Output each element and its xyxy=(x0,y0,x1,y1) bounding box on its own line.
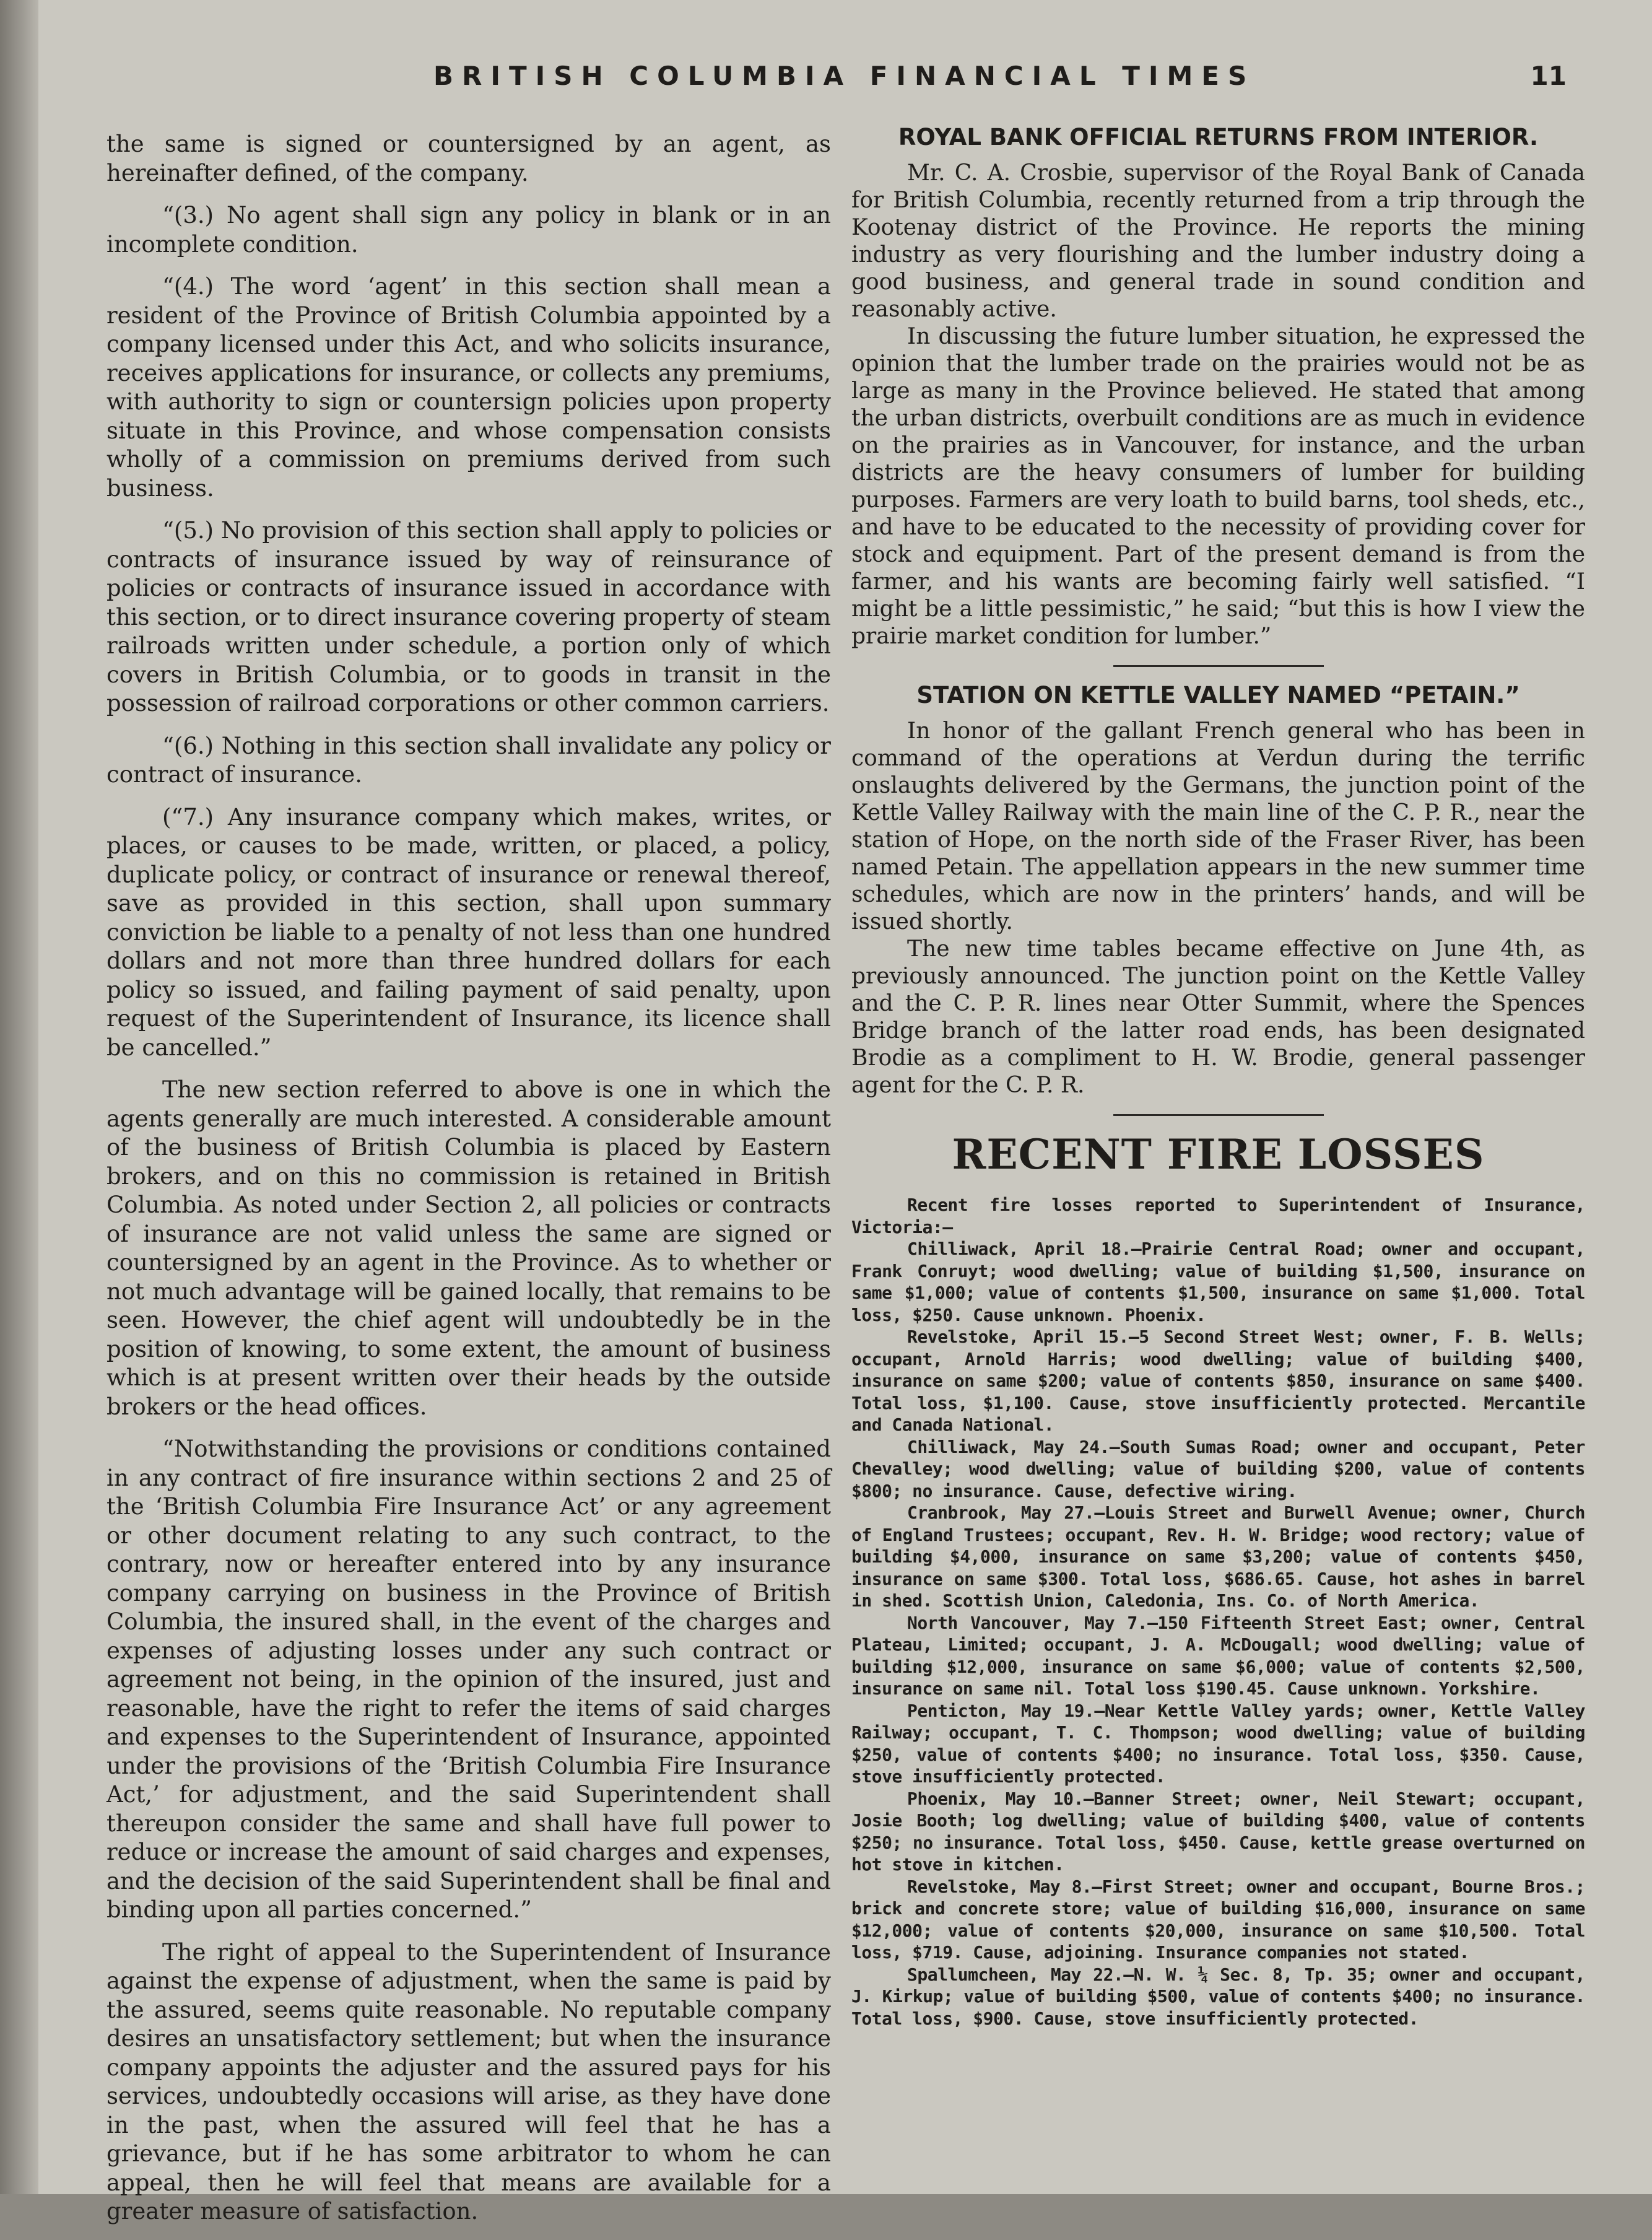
binding-gutter xyxy=(0,0,38,2194)
royal-bank-article xyxy=(851,124,1585,650)
fire-loss-entry: Revelstoke, April 15.—5 Second Street West; owner, F. B. Wells; occupant, Arnold Harris; wood dwelling; value of building $400, insurance on same $200; value of contents $850, insurance on same $400. Total loss, $1,100. Cause, stove insufficiently protected. Mercantile and Canada National. xyxy=(851,1327,1585,1435)
paragraph: “(5.) No provision of this section shall apply to policies or contracts of insurance issued by way of reinsurance of policies or contracts of insurance issued in accordance with this section, or to direct insurance covering property of steam railroads written under schedule, a portion only of which covers in British Columbia, or to goods in transit in the possession of railroad corporations or other common carriers. xyxy=(107,517,831,717)
paragraph: “(4.) The word ‘agent’ in this section shall mean a resident of the Province of British Columbia appointed by a company licensed under this Act, and who solicits insurance, receives applications for insurance, or collects any premiums, with authority to sign or countersign policies upon property situate in this Province, and whose compensation consists wholly of a commission on premiums derived from such business. xyxy=(107,273,831,502)
right-column xyxy=(851,124,1585,2029)
paragraph: In discussing the future lumber situation, he expressed the opinion that the lumber trade on the prairies would not be as large as many in the Province believed. He stated that among the urban districts, overbuilt conditions are as much in evidence on the prairies as in Vancouver, for instance, and the urban districts are the heavy consumers of lumber for building purposes. Farmers are very loath to build barns, tool sheds, etc., and have to be educated to the necessity of providing cover for stock and equipment. Part of the present demand is from the farmer, and his wants are becoming fairly well satisfied. “I might be a little pessimistic,” he said; “but this is how I view the prairie market condition for lumber.” xyxy=(851,324,1585,649)
fire-loss-entry: Penticton, May 19.—Near Kettle Valley yards; owner, Kettle Valley Railway; occupant, T. C. Thompson; wood dwelling; value of building $250, value of contents $400; no insurance. Total loss, $350. Cause, stove insufficiently protected. xyxy=(851,1700,1585,1787)
paragraph: Mr. C. A. Crosbie, supervisor of the Royal Bank of Canada for British Columbia, recently returned from a trip through the Kootenay district of the Province. He reports the mining industry as very flourishing and the lumber industry doing a good business, and general trade in sound condition and reasonably active. xyxy=(851,160,1585,322)
paragraph: “(6.) Nothing in this section shall invalidate any policy or contract of insurance. xyxy=(107,732,831,788)
paragraph: the same is signed or countersigned by an agent, as hereinafter defined, of the company. xyxy=(107,131,831,186)
paragraph: The new time tables became effective on June 4th, as previously announced. The junction point on the Kettle Valley and the C. P. R. lines near Otter Summit, where the Spences Bridge branch of the latter road ends, has been designated Brodie as a compliment to H. W. Brodie, general passenger agent for the C. P. R. xyxy=(851,936,1585,1098)
divider xyxy=(1113,665,1324,667)
fire-losses-article xyxy=(851,1131,1585,2029)
paragraph: “(3.) No agent shall sign any policy in blank or in an incomplete condition. xyxy=(107,202,831,258)
section-heading: RECENT FIRE LOSSES xyxy=(952,1130,1485,1179)
left-column xyxy=(107,130,831,2240)
divider xyxy=(1113,1114,1324,1116)
fire-loss-entry: Spallumcheen, May 22.—N. W. ¼ Sec. 8, Tp. 35; owner and occupant, J. Kirkup; value of building $500, value of contents $400; no insurance. Total loss, $900. Cause, stove insufficiently protected. xyxy=(851,1964,1585,2029)
paragraph: The new section referred to above is one in which the agents generally are much interested. A considerable amount of the business of British Columbia is placed by Eastern brokers, and on this no commission is retained in British Columbia. As noted under Section 2, all policies or contracts of insurance are not valid unless the same are signed or countersigned by an agent in the Province. As to whether or not much advantage will be gained locally, that remains to be seen. However, the chief agent will undoubtedly be in the position of knowing, to some extent, the amount of business which is at present written over their heads by the outside brokers or the head offices. xyxy=(107,1076,831,1420)
fire-loss-entry: Revelstoke, May 8.—First Street; owner and occupant, Bourne Bros.; brick and concrete store; value of building $16,000, insurance on same $12,000; value of contents $20,000, insurance on same $10,500. Total loss, $719. Cause, adjoining. Insurance companies not stated. xyxy=(851,1876,1585,1963)
fire-loss-entry: North Vancouver, May 7.—150 Fifteenth Street East; owner, Central Plateau, Limited; occupant, J. A. McDougall; wood dwelling; value of building $12,000, insurance on same $6,000; value of contents $2,500, insurance on same nil. Total loss $190.45. Cause unknown. Yorkshire. xyxy=(851,1612,1585,1699)
paragraph: “Notwithstanding the provisions or conditions contained in any contract of fire insurance within sections 2 and 25 of the ‘British Columbia Fire Insurance Act’ or any agreement or other document relating to any such contract, to the contrary, now or hereafter entered into by any insurance company carrying on business in the Province of British Columbia, the insured shall, in the event of the charges and expenses of adjusting losses under any such contract or agreement not being, in the opinion of the insured, just and reasonable, have the right to refer the items of said charges and expenses to the Superintendent of Insurance, appointed under the provisions of the ‘British Columbia Fire Insurance Act,’ for adjustment, and the said Superintendent shall thereupon consider the same and shall have full power to reduce or increase the amount of said charges and expenses, and the decision of the said Superintendent shall be final and binding upon all parties concerned.” xyxy=(107,1436,831,1923)
paragraph: (“7.) Any insurance company which makes, writes, or places, or causes to be made, written, or placed, a policy, duplicate policy, or contract of insurance or renewal thereof, save as provided in this section, shall upon summary conviction be liable to a penalty of not less than one hundred dollars and not more than three hundred dollars for each policy so issued, and failing payment of said penalty, upon request of the Superintendent of Insurance, its licence shall be cancelled.” xyxy=(107,803,831,1061)
article-heading: ROYAL BANK OFFICIAL RETURNS FROM INTERIOR. xyxy=(898,124,1539,150)
fire-loss-entry: Recent fire losses reported to Superintendent of Insurance, Victoria:— xyxy=(851,1195,1585,1237)
paragraph: In honor of the gallant French general who has been in command of the operations at Verdun during the terrific onslaughts delivered by the Germans, the junction point of the Kettle Valley Railway with the main line of the C. P. R., near the station of Hope, on the north side of the Fraser River, has been named Petain. The appellation appears in the new summer time schedules, which are now in the printers’ hands, and will be issued shortly. xyxy=(851,718,1585,935)
page-number: 11 xyxy=(1530,61,1567,91)
fire-loss-entry: Phoenix, May 10.—Banner Street; owner, Neil Stewart; occupant, Josie Booth; log dwelling; value of building $400, value of contents $250; no insurance. Total loss, $450. Cause, kettle grease overturned on hot stove in kitchen. xyxy=(851,1788,1585,1875)
page-header xyxy=(433,61,1610,98)
kettle-valley-article xyxy=(851,682,1585,1099)
publication-title: BRITISH COLUMBIA FINANCIAL TIMES xyxy=(433,61,1256,91)
fire-loss-entry: Cranbrook, May 27.—Louis Street and Burwell Avenue; owner, Church of England Trustees; occupant, Rev. H. W. Bridge; wood rectory; value of building $4,000, insurance on same $3,200; value of contents $450, insurance on same $300. Total loss, $686.65. Cause, hot ashes in barrel in shed. Scottish Union, Caledonia, Ins. Co. of North America. xyxy=(851,1502,1585,1611)
fire-loss-entry: Chilliwack, May 24.—South Sumas Road; owner and occupant, Peter Chevalley; wood dwelling; value of building $200, value of contents $800; no insurance. Cause, defective wiring. xyxy=(851,1436,1585,1501)
paragraph: The right of appeal to the Superintendent of Insurance against the expense of adjustment, when the same is paid by the assured, seems quite reasonable. No reputable company desires an unsatisfactory settlement; but when the insurance company appoints the adjuster and the assured pays for his services, undoubtedly occasions will arise, as they have done in the past, when the assured will feel that he has a grievance, but if he has some arbitrator to whom he can appeal, then he will feel that means are available for a greater measure of satisfaction. xyxy=(107,1938,831,2225)
fire-loss-entry: Chilliwack, April 18.—Prairie Central Road; owner and occupant, Frank Conruyt; wood dwelling; value of building $1,500, insurance on same $1,000; value of contents $1,500, insurance on same $1,000. Total loss, $250. Cause unknown. Phoenix. xyxy=(851,1239,1585,1325)
article-heading: STATION ON KETTLE VALLEY NAMED “PETAIN.” xyxy=(916,682,1520,708)
